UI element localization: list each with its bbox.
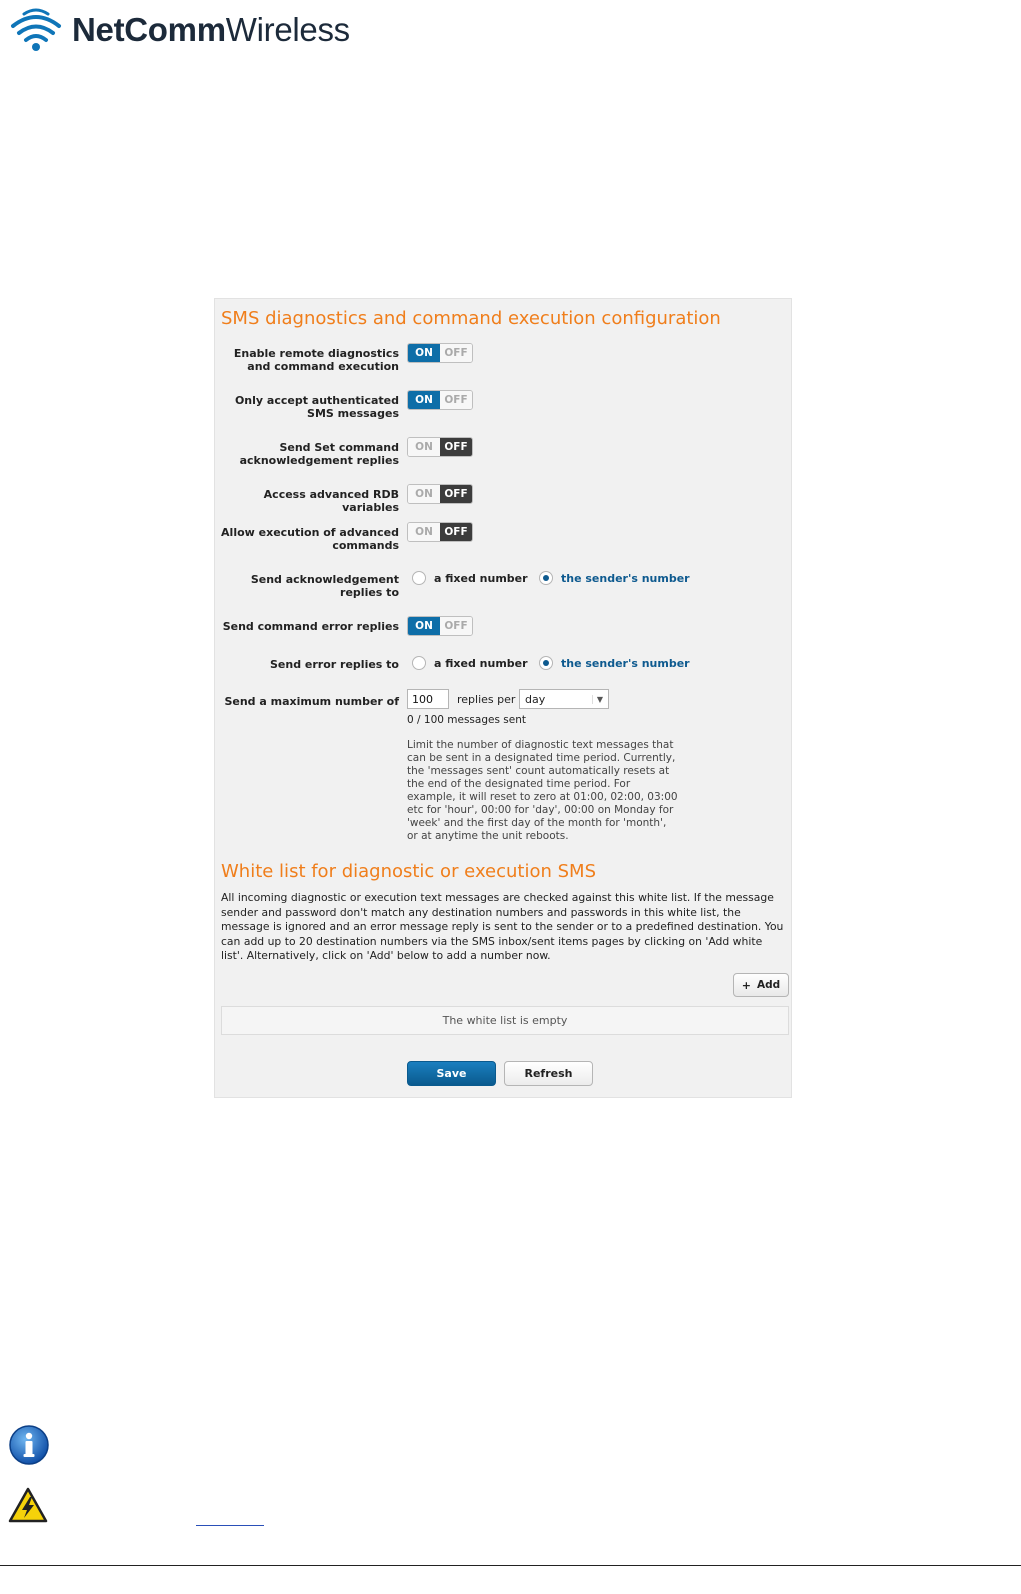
toggle-on-segment[interactable]: ON — [408, 523, 440, 541]
enable-remote-diagnostics-label: Enable remote diagnostics and command execution — [233, 347, 399, 373]
error-sender-number-radio[interactable] — [539, 656, 690, 670]
plus-icon: + — [741, 978, 752, 992]
max-number-input[interactable] — [407, 689, 449, 709]
sms-diagnostics-panel — [214, 298, 792, 1098]
toggle-off-segment[interactable]: OFF — [440, 344, 472, 362]
toggle-off-segment[interactable]: OFF — [440, 485, 472, 503]
replies-per-label: replies per — [457, 693, 516, 706]
radio-label: a fixed number — [434, 571, 528, 585]
authenticated-sms-label: Only accept authenticated SMS messages — [234, 394, 399, 420]
radio-label: the sender's number — [561, 571, 690, 585]
error-replies-to-label: Send error replies to — [270, 658, 399, 671]
toggle-off-segment[interactable]: OFF — [440, 523, 472, 541]
radio-selected-icon[interactable] — [539, 571, 553, 585]
error-fixed-number-radio[interactable] — [412, 656, 539, 670]
toggle-on-segment[interactable]: ON — [408, 617, 440, 635]
advanced-commands-label: Allow execution of advanced commands — [221, 526, 399, 552]
error-replies-to-radio-group — [412, 656, 690, 670]
toggle-on-segment[interactable]: ON — [408, 438, 440, 456]
command-error-replies-label: Send command error replies — [222, 620, 399, 633]
brand-logo — [10, 6, 350, 54]
advanced-commands-toggle[interactable] — [407, 522, 473, 542]
whitelist-description: All incoming diagnostic or execution text messages are checked against this white list. If the message sender and password don't match any destination numbers and passwords in this white list, the message is ignored and an error message reply is sent to the sender or to a predefined destination. You can add up to 20 destination numbers via the SMS inbox/sent items pages by clicking on 'Add white list'. Alternatively, click on 'Add' below to add a number now. — [221, 891, 784, 962]
ack-sender-number-radio[interactable] — [539, 571, 690, 585]
period-select-value: day — [525, 692, 546, 706]
radio-unselected-icon[interactable] — [412, 656, 426, 670]
limit-help-text: Limit the number of diagnostic text messages that can be sent in a designated time period. Currently, the 'messages sent' count automatically resets at the end of the designated time period. For example, it will reset to zero at 01:00, 02:00, 03:00 etc for 'hour', 00:00 for 'day', 00:00 on Monday for 'week' and the first day of the month for 'month', or at anytime the unit reboots. — [407, 739, 678, 842]
whitelist-section-title: White list for diagnostic or execution SMS — [221, 861, 597, 882]
save-button[interactable]: Save — [407, 1061, 496, 1086]
refresh-button[interactable]: Refresh — [504, 1061, 593, 1086]
enable-remote-diagnostics-toggle[interactable] — [407, 343, 473, 363]
command-error-replies-toggle[interactable] — [407, 616, 473, 636]
authenticated-sms-toggle[interactable] — [407, 390, 473, 410]
toggle-on-segment[interactable]: ON — [408, 391, 440, 409]
whitelist-empty-message: The white list is empty — [221, 1006, 789, 1035]
period-select[interactable] — [519, 689, 609, 709]
toggle-on-segment[interactable]: ON — [408, 485, 440, 503]
max-number-label: Send a maximum number of — [224, 695, 399, 708]
brand-name: NetCommWireless — [72, 11, 350, 48]
toggle-on-segment[interactable]: ON — [408, 344, 440, 362]
advanced-rdb-label: Access advanced RDB variables — [263, 488, 399, 514]
ack-replies-to-radio-group — [412, 571, 690, 585]
high-voltage-warning-icon — [8, 1487, 48, 1527]
radio-selected-icon[interactable] — [539, 656, 553, 670]
wifi-waves-logo-icon — [10, 6, 62, 54]
ack-replies-to-label: Send acknowledgement replies to — [250, 573, 399, 599]
add-whitelist-button[interactable] — [733, 973, 789, 997]
set-command-ack-label: Send Set command acknowledgement replies — [239, 441, 399, 467]
info-icon — [8, 1424, 50, 1470]
toggle-off-segment[interactable]: OFF — [440, 438, 472, 456]
add-button-label: Add — [757, 979, 781, 991]
radio-label: the sender's number — [561, 656, 690, 670]
radio-label: a fixed number — [434, 656, 528, 670]
link-underline — [196, 1525, 264, 1526]
set-command-ack-toggle[interactable] — [407, 437, 473, 457]
toggle-off-segment[interactable]: OFF — [440, 391, 472, 409]
radio-unselected-icon[interactable] — [412, 571, 426, 585]
footer-divider — [0, 1565, 1021, 1566]
chevron-down-icon[interactable]: ▼ — [592, 695, 603, 704]
ack-fixed-number-radio[interactable] — [412, 571, 539, 585]
advanced-rdb-toggle[interactable] — [407, 484, 473, 504]
toggle-off-segment[interactable]: OFF — [440, 617, 472, 635]
config-section-title: SMS diagnostics and command execution configuration — [221, 308, 721, 329]
messages-sent-count: 0 / 100 messages sent — [407, 714, 526, 726]
